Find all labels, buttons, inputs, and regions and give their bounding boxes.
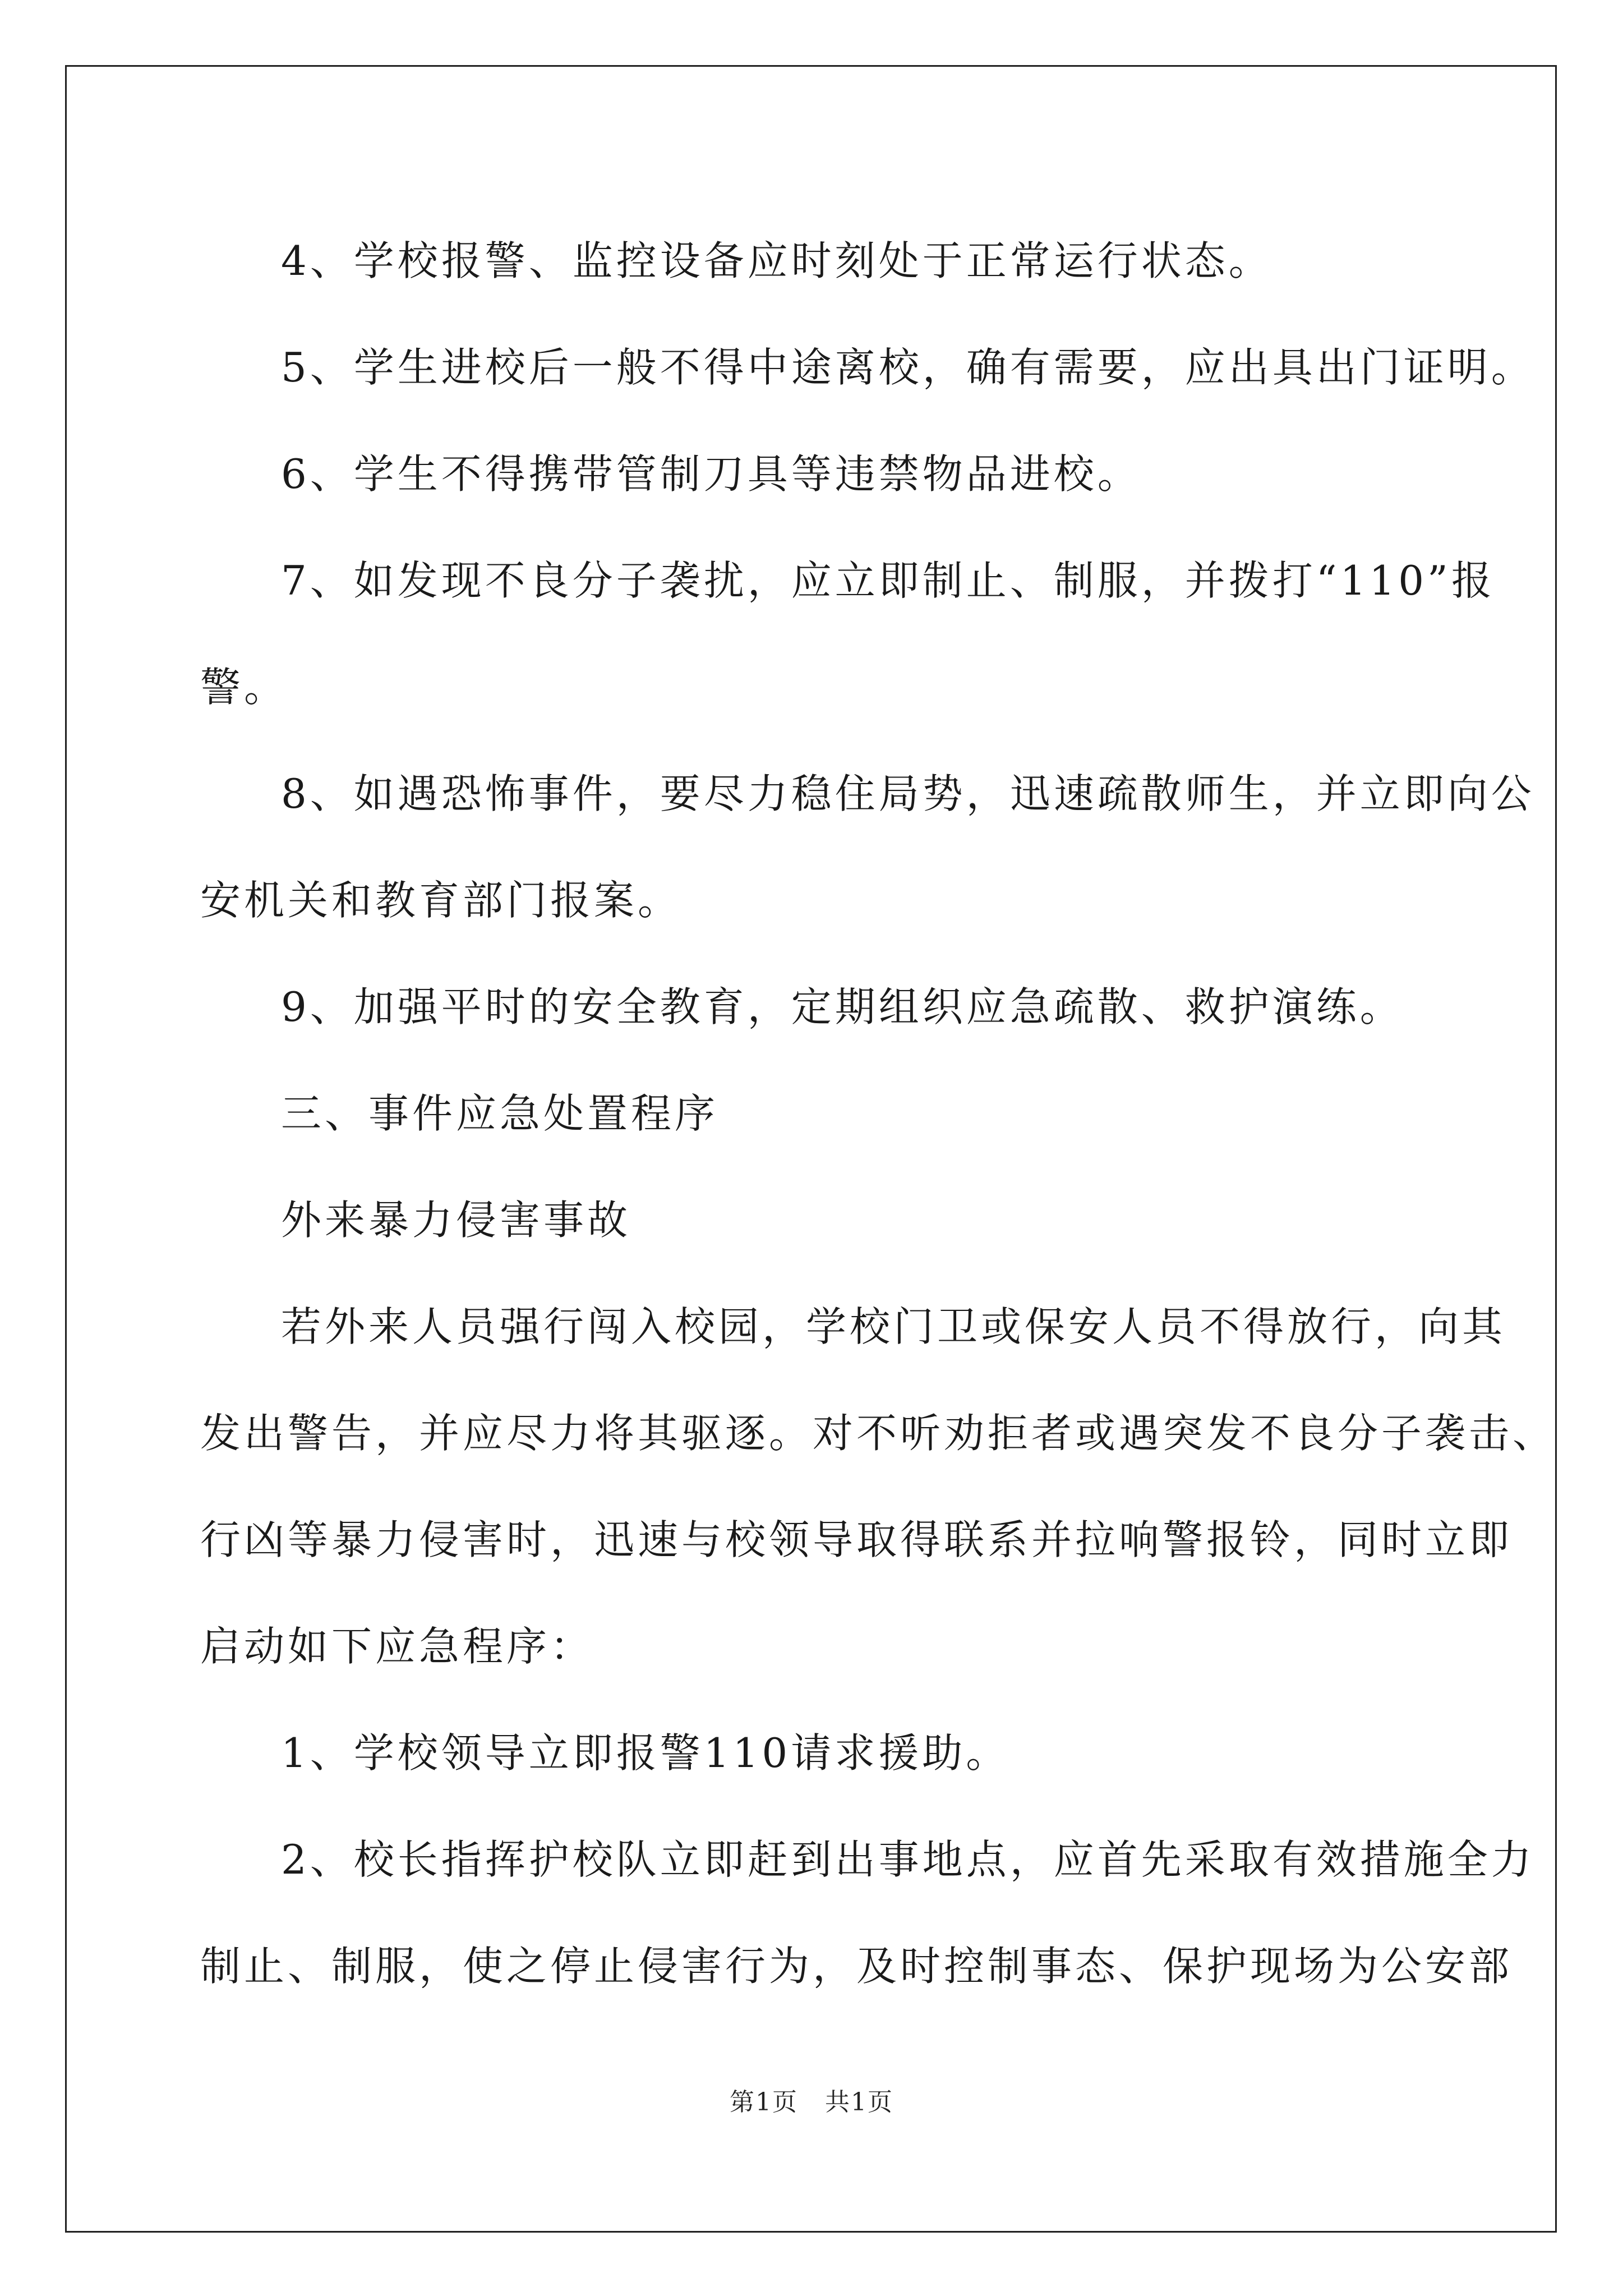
paragraph-line: 2、校长指挥护校队立即赶到出事地点，应首先采取有效措施全力 — [281, 1836, 1535, 1883]
paragraph-line: 7、如发现不良分子袭扰，应立即制止、制服，并拨打“110”报 — [281, 557, 1495, 604]
section-heading: 三、事件应急处置程序 — [281, 1090, 719, 1137]
paragraph-line: 行凶等暴力侵害时，迅速与校领导取得联系并拉响警报铃，同时立即 — [200, 1516, 1513, 1563]
page-number: 第1页 — [730, 2088, 799, 2116]
paragraph-line: 若外来人员强行闯入校园，学校门卫或保安人员不得放行，向其 — [281, 1303, 1506, 1350]
paragraph-line: 5、学生进校后一般不得中途离校，确有需要，应出具出门证明。 — [281, 344, 1535, 391]
paragraph-line: 制止、制服，使之停止侵害行为，及时控制事态、保护现场为公安部 — [200, 1943, 1513, 1990]
paragraph-line: 4、学校报警、监控设备应时刻处于正常运行状态。 — [281, 237, 1272, 284]
paragraph-line: 启动如下应急程序： — [200, 1623, 594, 1670]
paragraph-line: 1、学校领导立即报警110请求援助。 — [281, 1729, 1010, 1777]
paragraph-line: 8、如遇恐怖事件，要尽力稳住局势，迅速疏散师生，并立即向公 — [281, 770, 1535, 817]
paragraph-line: 9、加强平时的安全教育，定期组织应急疏散、救护演练。 — [281, 983, 1404, 1030]
subsection-heading: 外来暴力侵害事故 — [281, 1197, 631, 1244]
paragraph-line: 发出警告，并应尽力将其驱逐。对不听劝拒者或遇突发不良分子袭击、 — [200, 1410, 1557, 1457]
paragraph-line: 6、学生不得携带管制刀具等违禁物品进校。 — [281, 450, 1141, 498]
document-body — [200, 208, 1557, 2019]
paragraph-line: 安机关和教育部门报案。 — [200, 877, 682, 924]
paragraph-line: 警。 — [200, 664, 288, 711]
page-total: 共1页 — [824, 2088, 893, 2116]
page-footer — [0, 2086, 1623, 2119]
